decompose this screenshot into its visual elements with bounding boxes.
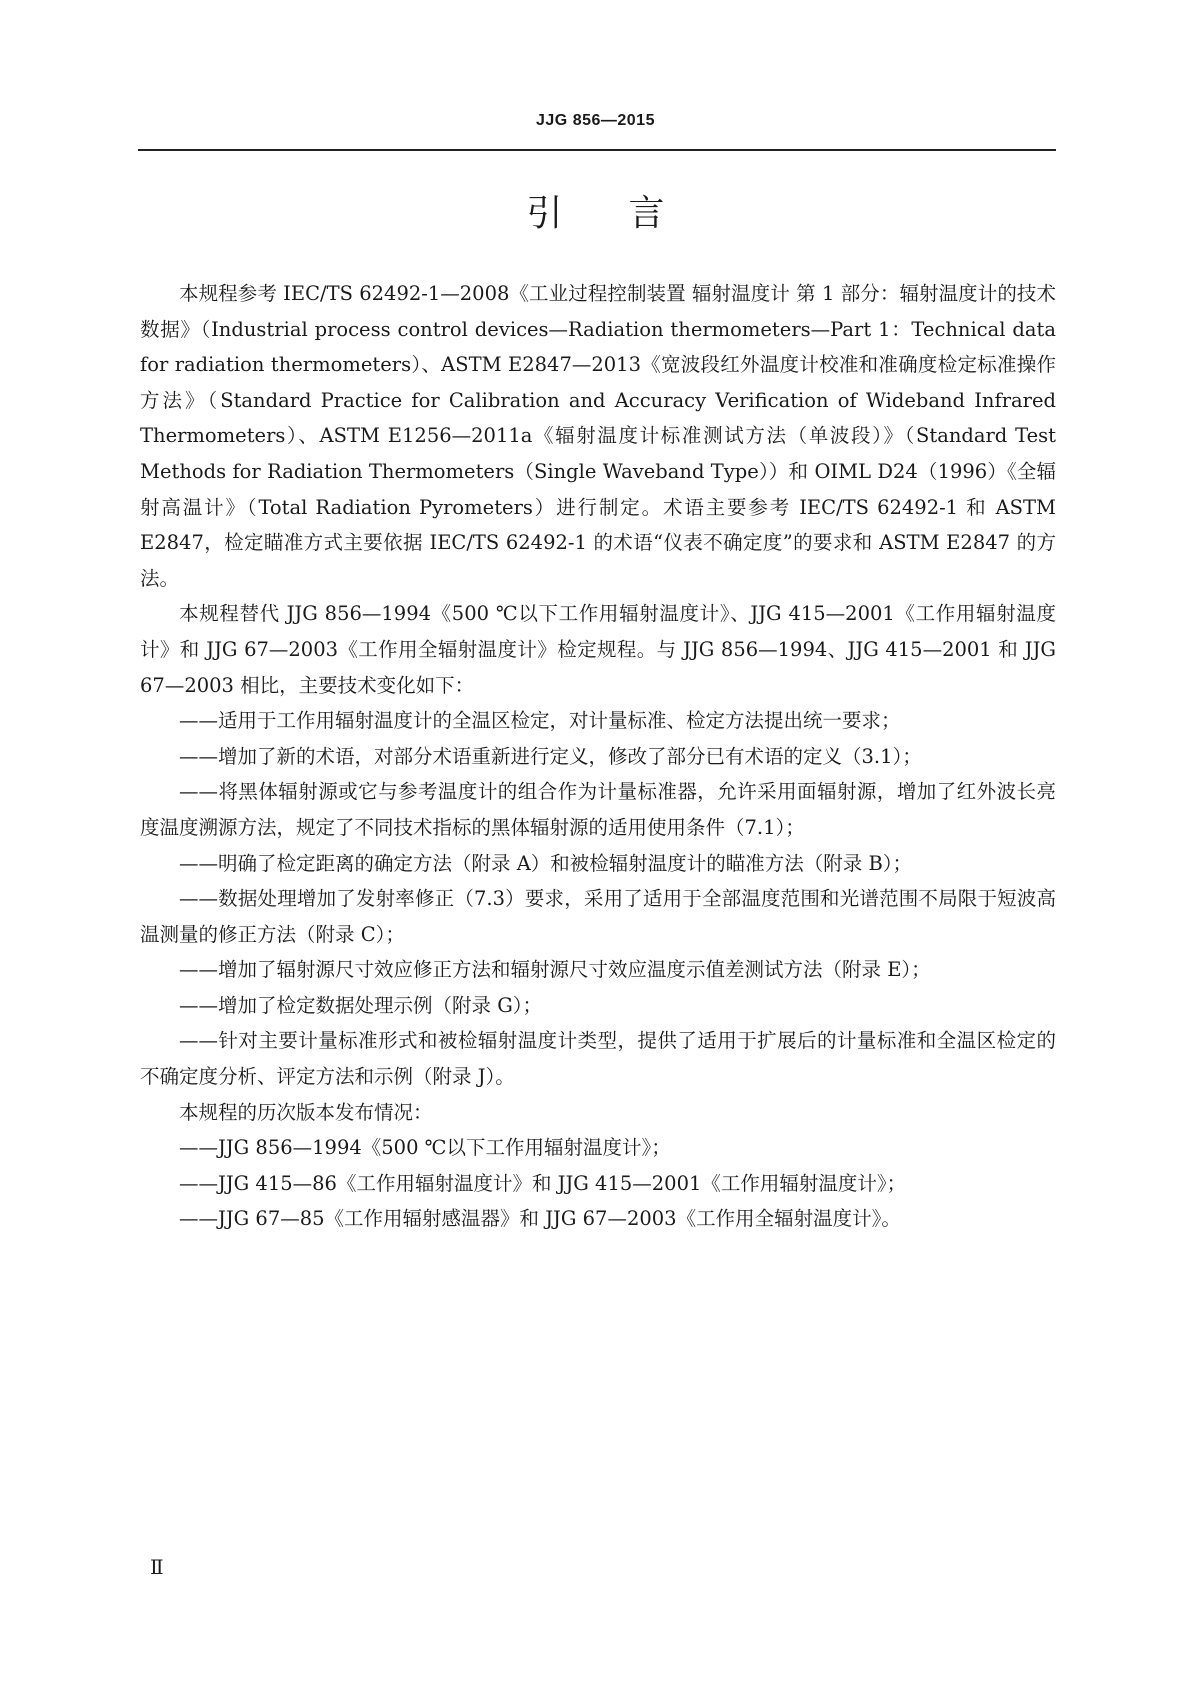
change-item: ——适用于工作用辐射温度计的全温区检定，对计量标准、检定方法提出统一要求； (179, 709, 901, 733)
history-item: ——JJG 67—85《工作用辐射感温器》和 JJG 67—2003《工作用全辐射温度计》。 (179, 1207, 901, 1231)
section-title: 引言 (526, 193, 731, 234)
intro-paragraph: 本规程参考 IEC/TS 62492-1—2008《工业过程控制装置 辐射温度计 第 1 部分：辐射温度计的技术数据》（Industrial process control devices—Radiation thermometers—Part 1：Technical data for radiation thermometers）、ASTM E2847—2013《宽波段红外温度计校准和准确度检定标准操作方法》（Standard Practice for Calibration and Accuracy Verification of Wideband Infrared Thermometers）、ASTM E1256—2011a《辐射温度计标准测试方法（单波段）》（Standard Test Methods for Radiation Thermometers（Single Waveband Type））和 OIML D24（1996）《全辐射高温计》（Total Radiation Pyrometers）进行制定。术语主要参考 IEC/TS 62492-1 和 ASTM E2847，检定瞄准方式主要依据 IEC/TS 62492-1 的术语“仪表不确定度”的要求和 ASTM E2847 的方法。 (140, 282, 1056, 590)
change-item: ——增加了辐射源尺寸效应修正方法和辐射源尺寸效应温度示值差测试方法（附录 E）； (179, 958, 931, 982)
history-item: ——JJG 415—86《工作用辐射温度计》和 JJG 415—2001《工作用辐射温度计》； (179, 1171, 907, 1195)
change-item: ——增加了新的术语，对部分术语重新进行定义，修改了部分已有术语的定义（3.1）； (179, 744, 922, 768)
header-rule (138, 149, 1056, 151)
body-text (140, 276, 1056, 1237)
change-item: ——针对主要计量标准形式和被检辐射温度计类型，提供了适用于扩展后的计量标准和全温区检定的不确定度分析、评定方法和示例（附录 J）。 (140, 1029, 1056, 1089)
page-number: Ⅱ (150, 1555, 164, 1579)
history-item: ——JJG 856—1994《500 ℃以下工作用辐射温度计》； (179, 1136, 671, 1160)
change-item: ——将黑体辐射源或它与参考温度计的组合作为计量标准器，允许采用面辐射源，增加了红外波长亮度温度溯源方法，规定了不同技术指标的黑体辐射源的适用使用条件（7.1）； (140, 780, 1056, 839)
document-code-header: JJG 856—2015 (536, 112, 655, 129)
change-item: ——增加了检定数据处理示例（附录 G）； (179, 993, 543, 1017)
replaces-paragraph: 本规程替代 JJG 856—1994《500 ℃以下工作用辐射温度计》、JJG 415—2001《工作用辐射温度计》和 JJG 67—2003《工作用全辐射温度计》检定规程。与 JJG 856—1994、JJG 415—2001 和 JJG 67—2003 相比，主要技术变化如下： (140, 602, 1056, 697)
change-item: ——数据处理增加了发射率修正（7.3）要求，采用了适用于全部温度范围和光谱范围不局限于短波高温测量的修正方法（附录 C）； (140, 887, 1056, 946)
history-intro: 本规程的历次版本发布情况： (179, 1100, 433, 1124)
change-item: ——明确了检定距离的确定方法（附录 A）和被检辐射温度计的瞄准方法（附录 B）； (179, 851, 913, 875)
